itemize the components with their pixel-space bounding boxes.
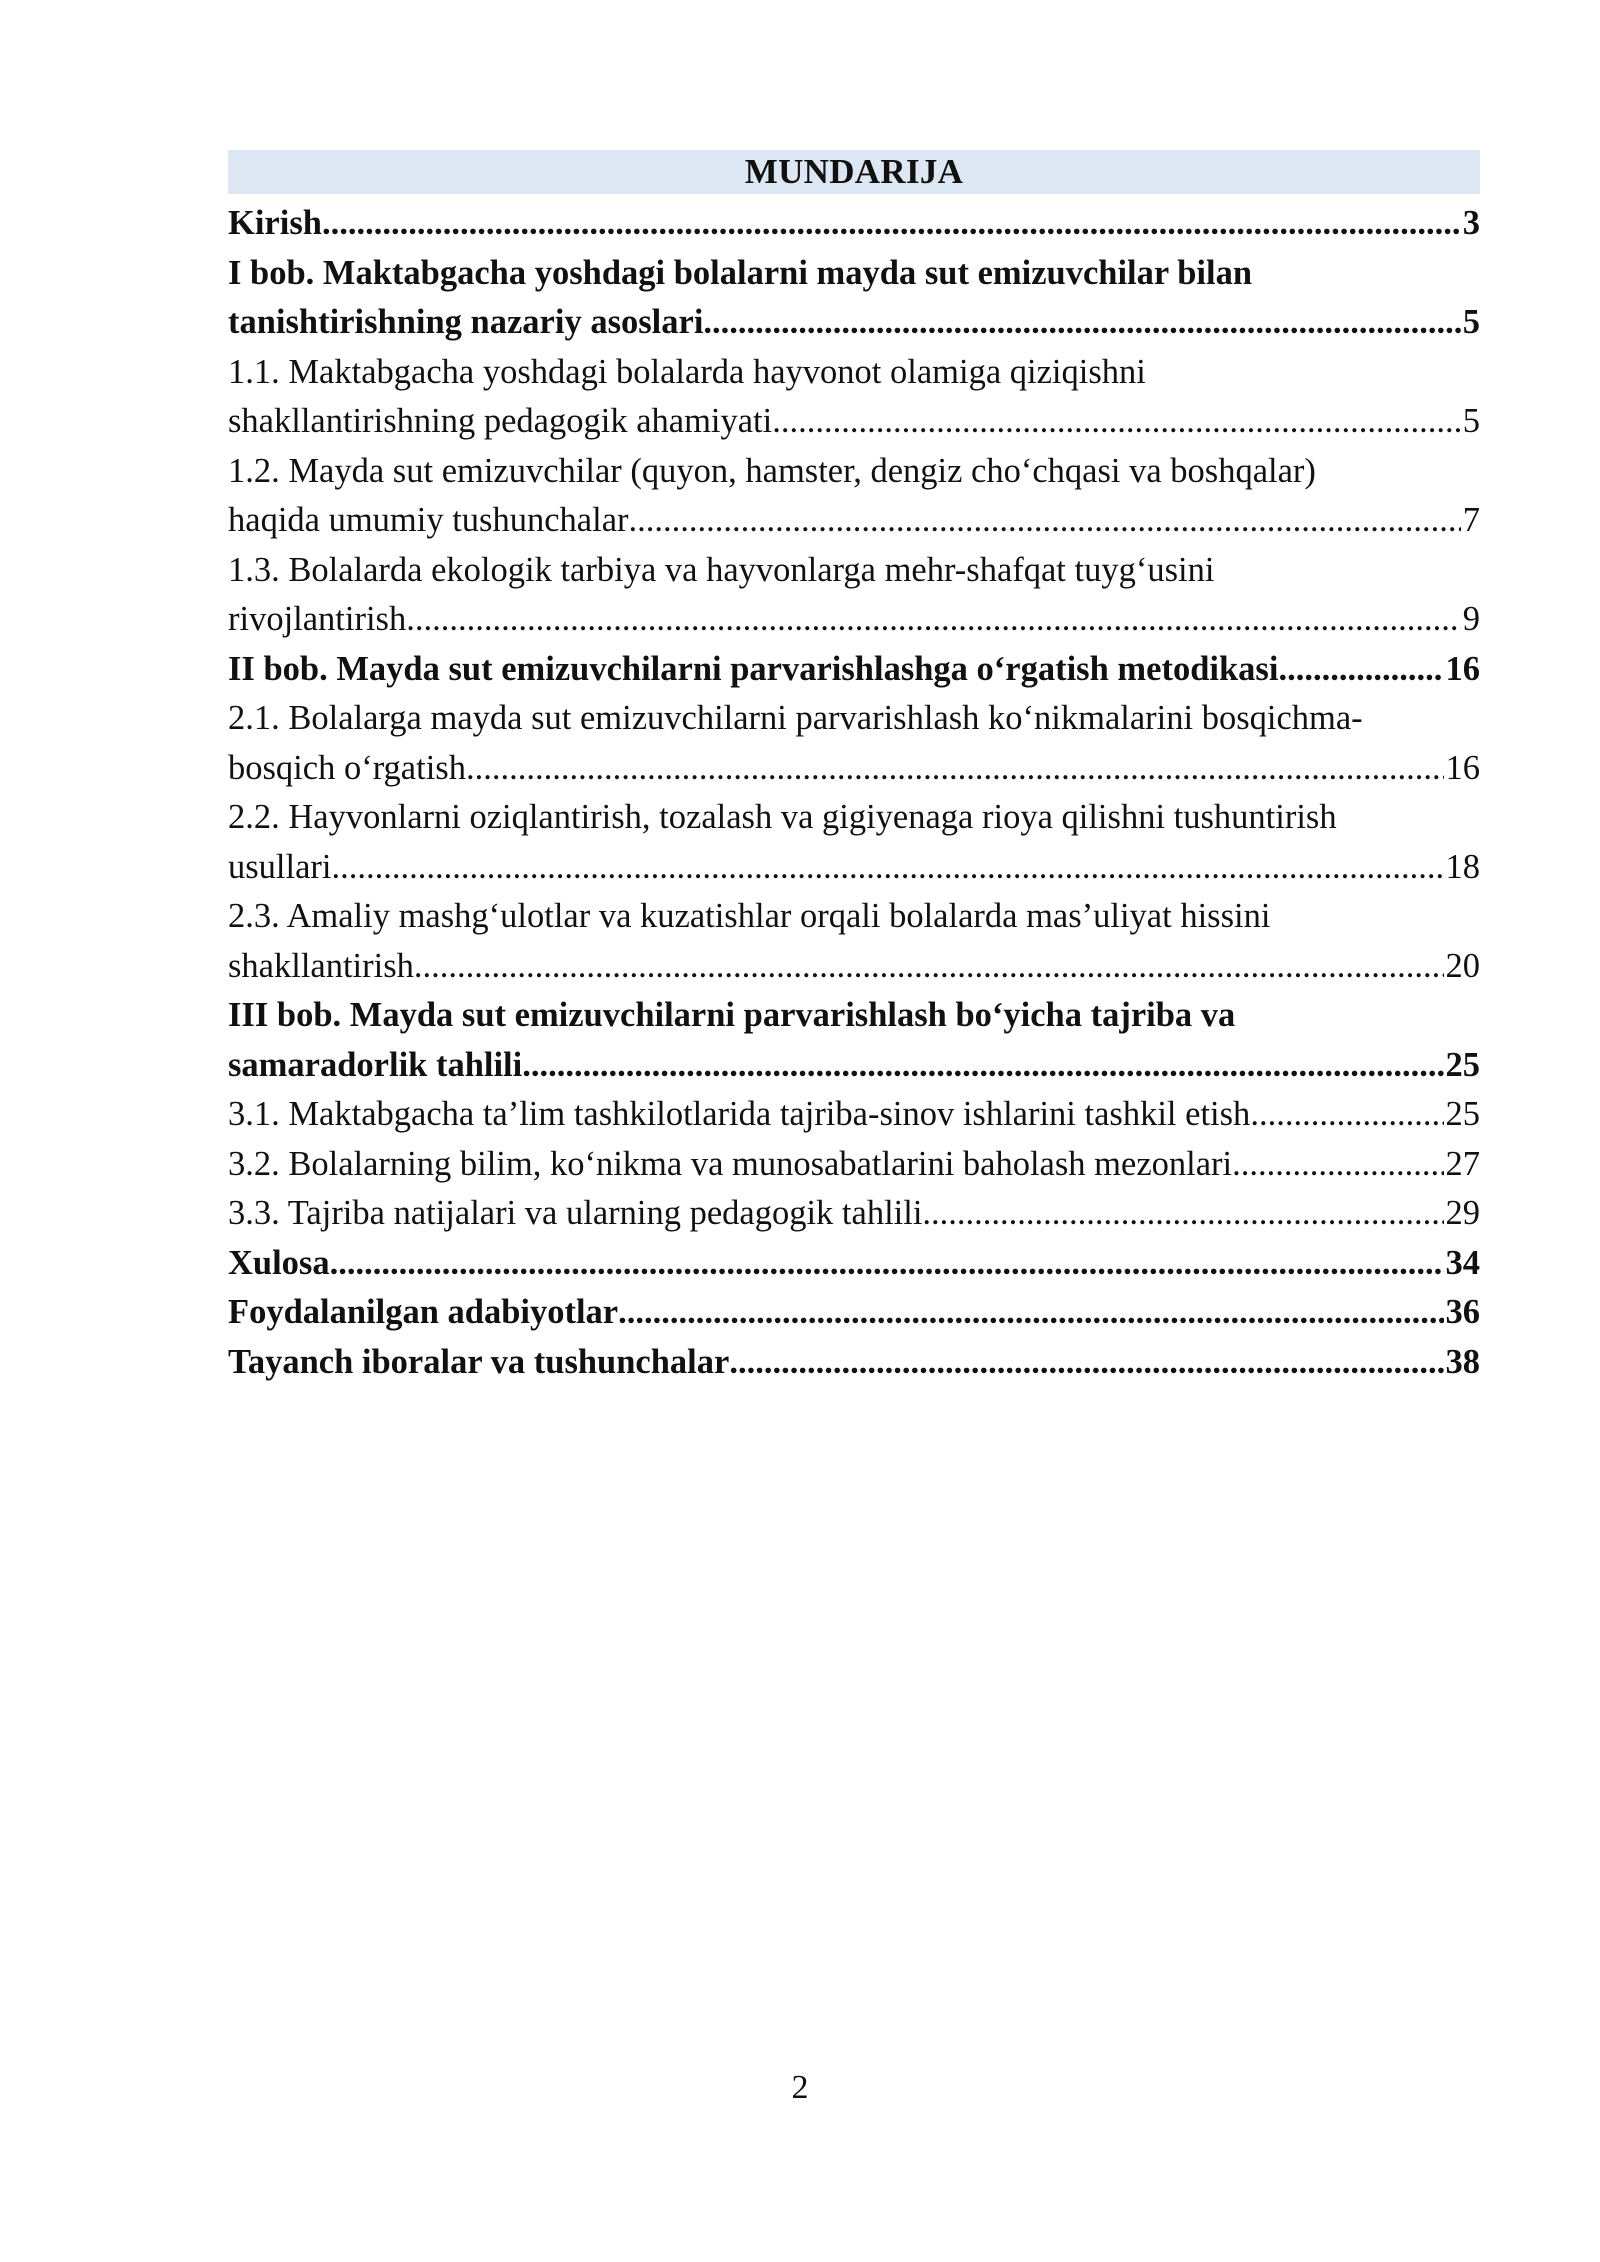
dot-leader <box>629 496 1461 546</box>
toc-entry-section-2-3[interactable] <box>228 892 1480 991</box>
toc-page-number: 25 <box>1445 1095 1480 1133</box>
toc-entry-chapter-3[interactable] <box>228 991 1480 1090</box>
toc-entry-text-line1: III bob. Mayda sut emizuvchilarni parvarishlash bo‘yicha tajriba va <box>228 996 1236 1034</box>
toc-entry-text: samaradorlik tahlili <box>228 1045 523 1084</box>
toc-entry-text-line1: I bob. Maktabgacha yoshdagi bolalarni mayda sut emizuvchilar bilan <box>228 253 1252 292</box>
toc-entry-text: bosqich o‘rgatish <box>228 748 466 787</box>
toc-page-number: 38 <box>1445 1342 1480 1381</box>
toc-entry-section-1-1[interactable] <box>228 348 1480 447</box>
dot-leader <box>414 942 1444 992</box>
toc-page-number: 16 <box>1445 649 1480 688</box>
toc-page-number: 5 <box>1462 303 1480 341</box>
toc-entry-chapter-1[interactable] <box>228 249 1480 348</box>
dot-leader <box>618 1288 1443 1338</box>
toc-heading: MUNDARIJA <box>228 150 1480 194</box>
toc-entry-section-2-2[interactable] <box>228 793 1480 892</box>
toc-entry-section-1-3[interactable] <box>228 546 1480 645</box>
toc-entry-section-3-1[interactable] <box>228 1090 1480 1140</box>
toc-entry-glossary[interactable] <box>228 1338 1480 1388</box>
toc-page-number: 9 <box>1462 600 1480 638</box>
toc-entry-section-1-2[interactable] <box>228 447 1480 546</box>
toc-entry-text: rivojlantirish <box>228 600 407 638</box>
toc-page-number: 27 <box>1445 1144 1480 1183</box>
toc-entry-text: usullari <box>228 847 332 886</box>
table-of-contents <box>228 150 1480 1387</box>
dot-leader <box>322 199 1461 249</box>
toc-entry-text: haqida umumiy tushunchalar <box>228 501 629 539</box>
dot-leader <box>1232 1140 1443 1190</box>
toc-entry-text-line1: 2.2. Hayvonlarni oziqlantirish, tozalash va gigiyenaga rioya qilishni tushuntirish <box>228 798 1337 836</box>
dot-leader <box>331 843 1443 893</box>
toc-page-number: 34 <box>1445 1243 1480 1282</box>
toc-entry-text: Kirish <box>228 204 322 242</box>
toc-entry-text-line1: 1.3. Bolalarda ekologik tarbiya va hayvonlarga mehr-shafqat tuyg‘usini <box>228 550 1215 589</box>
toc-entry-section-3-2[interactable] <box>228 1140 1480 1190</box>
toc-entry-text: shakllantirish <box>228 946 414 985</box>
dot-leader <box>1278 645 1443 695</box>
dot-leader <box>703 298 1460 348</box>
dot-leader <box>406 595 1461 645</box>
toc-entry-references[interactable] <box>228 1288 1480 1338</box>
toc-entry-text: Xulosa <box>228 1243 330 1282</box>
dot-leader <box>466 744 1444 794</box>
toc-page-number: 7 <box>1462 501 1480 539</box>
page-number: 2 <box>791 2069 809 2106</box>
toc-entry-section-3-3[interactable] <box>228 1189 1480 1239</box>
toc-entry-text-line1: 1.1. Maktabgacha yoshdagi bolalarda hayvonot olamiga qiziqishni <box>228 352 1146 391</box>
toc-page-number: 36 <box>1445 1293 1480 1331</box>
toc-entry-text-line1: 2.1. Bolalarga mayda sut emizuvchilarni parvarishlash ko‘nikmalarini bosqichma- <box>228 699 1363 737</box>
toc-page-number: 16 <box>1445 748 1480 787</box>
dot-leader <box>1250 1090 1443 1140</box>
toc-page-number: 20 <box>1445 946 1480 985</box>
dot-leader <box>772 397 1461 447</box>
toc-page-number: 18 <box>1445 847 1480 886</box>
dot-leader <box>522 1041 1443 1091</box>
toc-page-number: 25 <box>1445 1045 1480 1084</box>
toc-page-number: 29 <box>1445 1194 1480 1232</box>
toc-page-number: 5 <box>1462 402 1480 440</box>
toc-entry-text-line1: 2.3. Amaliy mashg‘ulotlar va kuzatishlar orqali bolalarda mas’uliyat hissini <box>228 897 1271 935</box>
toc-entry-text: tanishtirishning nazariy asoslari <box>228 303 704 341</box>
dot-leader <box>330 1239 1444 1289</box>
toc-entry-text: 3.1. Maktabgacha ta’lim tashkilotlarida tajriba-sinov ishlarini tashkil etish <box>228 1095 1251 1133</box>
toc-entry-text-line1: 1.2. Mayda sut emizuvchilar (quyon, hamster, dengiz cho‘chqasi va boshqalar) <box>228 451 1316 490</box>
toc-entry-text: 3.3. Tajriba natijalari va ularning pedagogik tahlili <box>228 1194 923 1232</box>
toc-entry-text: II bob. Mayda sut emizuvchilarni parvarishlashga o‘rgatish metodikasi <box>228 649 1279 688</box>
toc-entry-introduction[interactable] <box>228 199 1480 249</box>
dot-leader <box>922 1189 1443 1239</box>
toc-entry-text: Foydalanilgan adabiyotlar <box>228 1293 619 1331</box>
toc-entry-chapter-2[interactable] <box>228 645 1480 695</box>
toc-entry-text: shakllantirishning pedagogik ahamiyati <box>228 402 773 440</box>
toc-entry-text: 3.2. Bolalarning bilim, ko‘nikma va munosabatlarini baholash mezonlari <box>228 1144 1233 1183</box>
toc-entry-section-2-1[interactable] <box>228 694 1480 793</box>
toc-entry-conclusion[interactable] <box>228 1239 1480 1289</box>
dot-leader <box>729 1338 1443 1388</box>
toc-entry-text: Tayanch iboralar va tushunchalar <box>228 1342 730 1381</box>
toc-page-number: 3 <box>1462 204 1480 242</box>
